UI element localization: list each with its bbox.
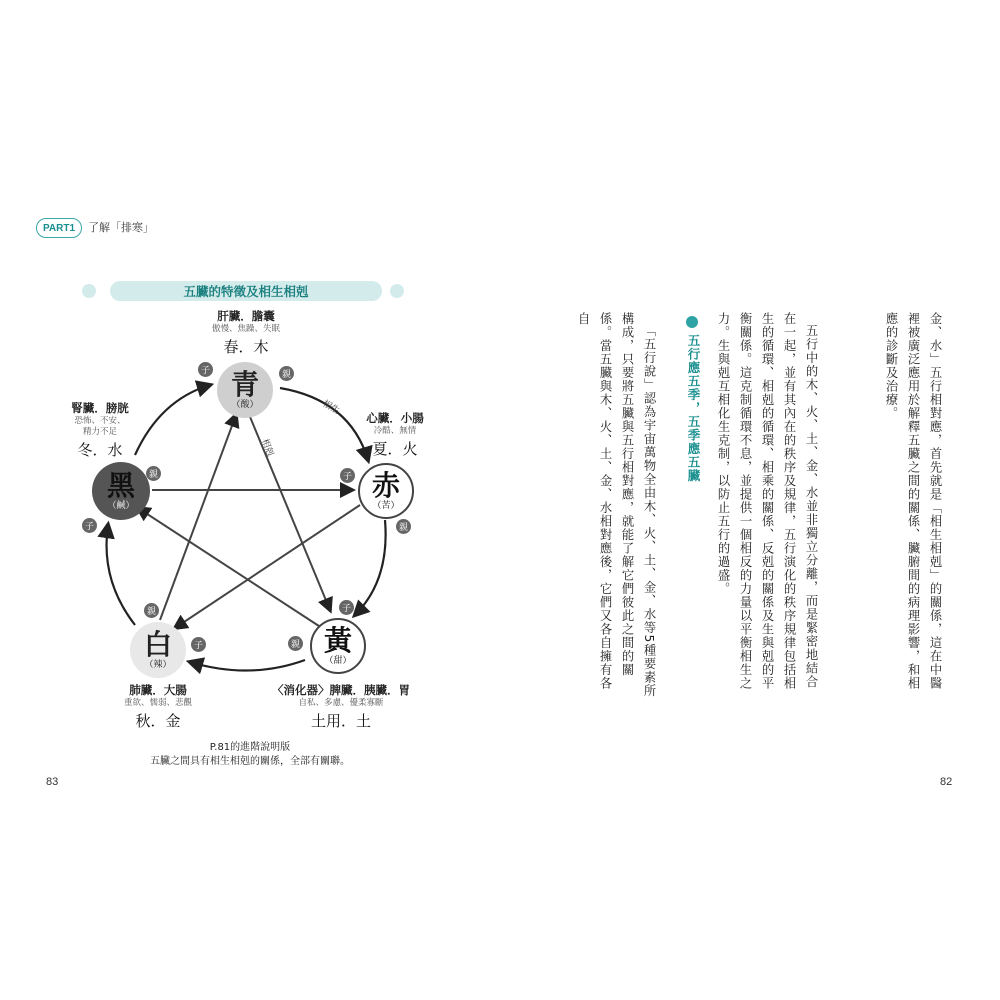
part-badge: PART1: [36, 218, 82, 238]
element-circle-huang: [310, 618, 366, 674]
element-char: 白: [143, 628, 172, 661]
organ-symptoms: 傲慢、焦躁、失眠: [211, 324, 280, 334]
arc-chi-huang: [355, 520, 386, 615]
diagram-title: 五臟的特徵及相生相剋: [110, 281, 382, 301]
tag-child: 子: [191, 637, 206, 652]
heading-dot: [686, 316, 698, 328]
paragraph-1: 金、水」五行相對應，首先就是「相生相剋」的關係，這在中醫裡被廣泛應用於解釋五臟之間的關係、臟腑間的病理影響，和相應的診斷及治療。: [884, 312, 942, 690]
page-number-left: 83: [46, 776, 59, 788]
tag-child: 子: [340, 468, 355, 483]
tag-parent: 親: [396, 519, 411, 534]
organ-symptoms: 自私、多慮、優柔寡斷: [298, 698, 384, 708]
label-sheng: 相生: [320, 398, 342, 417]
element-circle-bai: [130, 622, 186, 678]
element-circle-hei: [92, 462, 150, 520]
organ-season: 土用．土: [310, 712, 371, 730]
tag-child: 子: [198, 362, 213, 377]
organ-block-hei: [50, 400, 150, 460]
caption-line2: 五臟之間具有相生相剋的關係，全部有關聯。: [150, 756, 350, 767]
label-ke: 相剋: [259, 437, 275, 458]
element-circle-qing: [217, 362, 273, 418]
element-taste: （苦）: [372, 501, 400, 511]
organ-season: 秋．金: [135, 712, 181, 730]
organ-season: 春．木: [223, 338, 269, 356]
tag-parent: 親: [144, 603, 159, 618]
paragraph-3: 「五行說」認為宇宙萬物全由木、火、土、金、水等5種要素所構成，只要將五臟與五行相對應，就能了解它們彼此之間的關係。當五臟與木、火、土、金、水相對應後，它們又各自擁有各自: [576, 312, 656, 698]
element-char: 赤: [371, 469, 400, 502]
arc-bai-hei: [107, 525, 135, 625]
page-number-right: 82: [940, 776, 953, 788]
organ-block-qing: [176, 308, 316, 357]
paragraph-2: 五行中的木、火、土、金、水並非獨立分離，而是緊密地結合在一起，並有其內在的秩序及規律，五行演化的秩序規律包括相生的循環、相剋的循環、相乘的關係、反剋的關係及生與剋的平衡關係。這克制循環不息，並提供一個相反的力量以平衡相生之力。生與剋互相化生克制，以防止五行的過盛。: [716, 312, 818, 690]
element-char: 黃: [323, 624, 352, 657]
caption-line1: P.81的進階說明版: [209, 742, 291, 753]
element-taste: （酸）: [231, 400, 259, 410]
organ-symptoms: 重欲、懦弱、悲觀: [123, 698, 192, 708]
organ-season: 夏．火: [372, 440, 418, 458]
organ-symptoms: 恐怖、不安、: [74, 416, 126, 426]
organ-season: 冬．水: [77, 441, 123, 459]
organ-block-bai: [98, 682, 218, 731]
element-char: 黑: [106, 469, 135, 502]
section-heading: 五行應五季，五季應五臟: [686, 334, 701, 483]
tag-parent: 親: [279, 366, 294, 381]
element-circle-chi: [358, 463, 414, 519]
organ-symptoms: 冷酷、無情: [373, 426, 417, 436]
tag-parent: 親: [288, 636, 303, 651]
element-taste: （辣）: [144, 660, 172, 670]
element-taste: （鹹）: [107, 501, 135, 511]
line-bai-qing: [160, 415, 236, 620]
organ-names: 〈消化器〉脾臟．胰臟．胃: [272, 683, 410, 697]
organ-block-huang: [256, 682, 426, 731]
arc-huang-bai: [190, 660, 305, 671]
element-char: 青: [230, 368, 259, 401]
organ-names: 心臟．小腸: [366, 411, 424, 425]
tag-parent: 親: [146, 466, 161, 481]
organ-symptoms: 精力不足: [82, 427, 117, 437]
tag-child: 子: [339, 600, 354, 615]
organ-block-chi: [350, 410, 440, 459]
organ-names: 肺臟．大腸: [129, 683, 187, 697]
organ-names: 腎臟．膀胱: [71, 401, 129, 415]
element-taste: （甜）: [324, 656, 352, 666]
part-title: 了解「排寒」: [88, 221, 154, 234]
tag-child: 子: [82, 518, 97, 533]
line-chi-bai: [175, 505, 360, 628]
organ-names: 肝臟．膽囊: [217, 309, 275, 323]
